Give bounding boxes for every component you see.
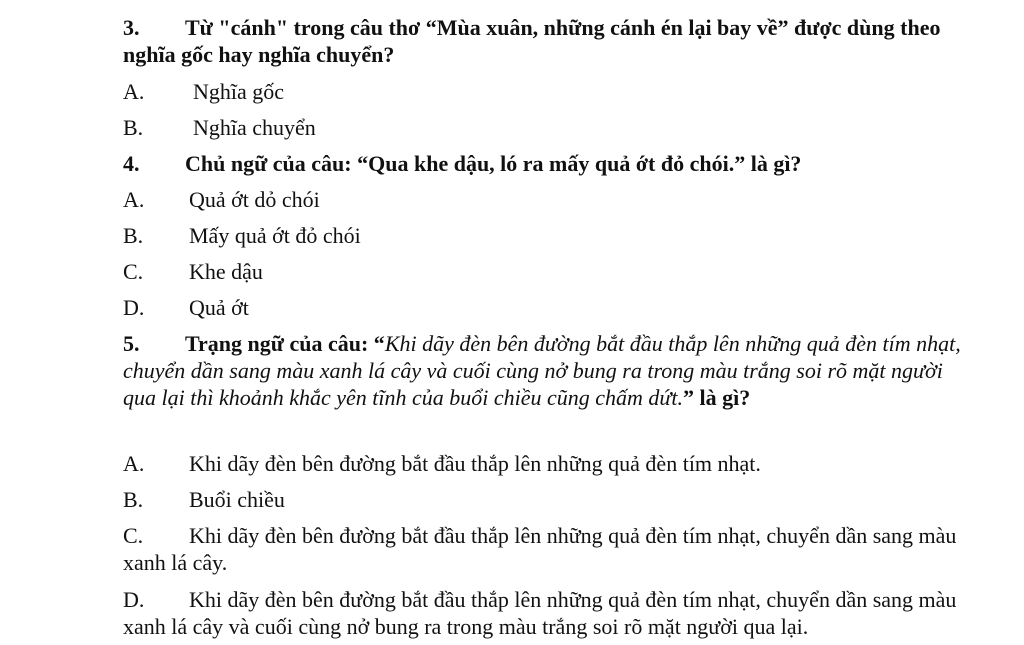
option-letter: C. <box>123 523 144 548</box>
question-number: 4. <box>123 151 140 176</box>
question-stem: Từ "cánh" trong câu thơ “Mùa xuân, những cánh én lại bay về” được dùng theo nghĩa gốc hay nghĩa chuyển? <box>123 15 941 67</box>
option-letter: D. <box>123 295 145 320</box>
question-4-option-b <box>123 222 983 249</box>
question-stem: Chủ ngữ của câu: “Qua khe dậu, ló ra mấy quả ớt đỏ chói.” là gì? <box>185 151 802 176</box>
question-5-option-a <box>123 450 983 477</box>
option-letter: A. <box>123 187 145 212</box>
question-5 <box>123 330 973 411</box>
question-number: 5. <box>123 331 140 356</box>
option-letter: B. <box>123 115 144 140</box>
question-3 <box>123 14 973 68</box>
option-letter: A. <box>123 451 145 476</box>
question-3-option-a <box>123 78 983 105</box>
option-text: Quả ớt dỏ chói <box>189 187 320 212</box>
option-letter: C. <box>123 259 144 284</box>
question-4-option-d <box>123 294 983 321</box>
question-stem-prefix: Trạng ngữ của câu: “ <box>185 331 385 356</box>
option-letter: D. <box>123 587 145 612</box>
question-4-option-c <box>123 258 983 285</box>
option-text: Khi dãy đèn bên đường bắt đầu thắp lên những quả đèn tím nhạt, chuyển dần sang màu xanh lá cây. <box>123 523 957 575</box>
question-4-option-a <box>123 186 983 213</box>
option-letter: B. <box>123 487 144 512</box>
question-5-option-c <box>123 522 983 576</box>
option-letter: B. <box>123 223 144 248</box>
option-text: Nghĩa gốc <box>193 79 285 104</box>
question-5-option-b <box>123 486 983 513</box>
question-4 <box>123 150 973 177</box>
option-text: Khi dãy đèn bên đường bắt đầu thắp lên những quả đèn tím nhạt. <box>189 451 761 476</box>
option-text: Khe dậu <box>189 259 263 284</box>
question-5-option-d <box>123 586 983 640</box>
option-text: Quả ớt <box>189 295 249 320</box>
option-text: Buổi chiều <box>189 487 285 512</box>
question-number: 3. <box>123 15 140 40</box>
question-stem-quote: Khi dãy đèn bên đường bắt đầu thắp lên những quả đèn tím nhạt, chuyển dần sang màu xanh lá cây và cuối cùng nở bung ra trong màu trắng soi rõ mặt người qua lại thì khoảnh khắc yên tĩnh của buổi chiều cũng chấm dứt. <box>123 331 961 410</box>
question-stem-suffix: ” là gì? <box>683 385 751 410</box>
option-letter: A. <box>123 79 145 104</box>
question-3-option-b <box>123 114 983 141</box>
option-text: Nghĩa chuyển <box>193 115 316 140</box>
option-text: Mấy quả ớt đỏ chói <box>189 223 361 248</box>
option-text: Khi dãy đèn bên đường bắt đầu thắp lên những quả đèn tím nhạt, chuyển dần sang màu xanh lá cây và cuối cùng nở bung ra trong màu trắng soi rõ mặt người qua lại. <box>123 587 957 639</box>
